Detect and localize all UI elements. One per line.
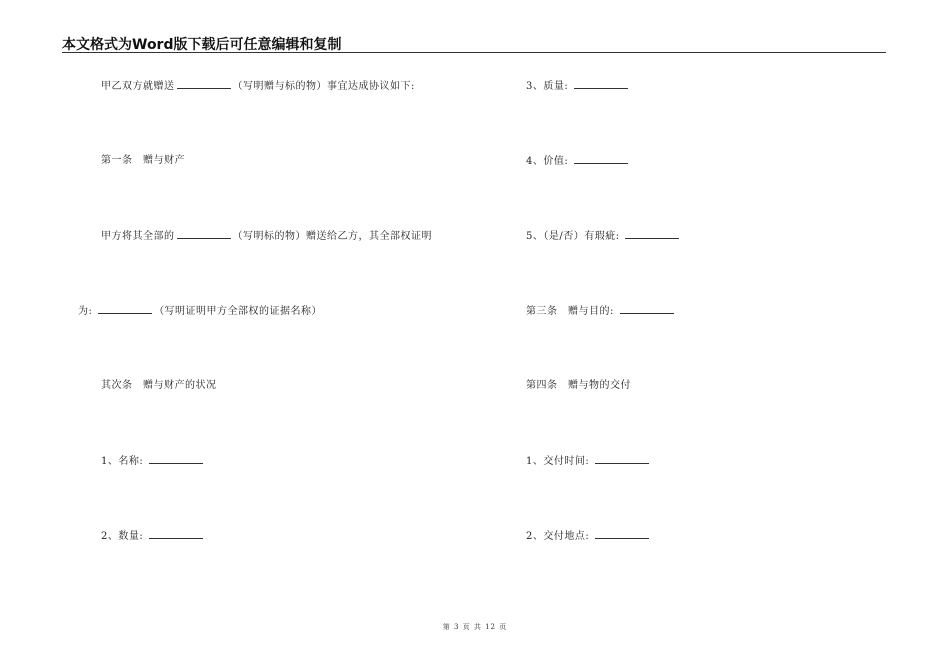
- left-line-4: [78, 304, 322, 319]
- left-line-1-text-b: （写明赠与标的物）事宜达成协议如下:: [232, 81, 415, 92]
- right-line-4-text: 第三条 赠与目的:: [526, 306, 614, 317]
- left-line-3: [101, 229, 432, 244]
- right-line-6-text: 1、交付时间:: [526, 456, 590, 467]
- right-line-2: [526, 154, 630, 169]
- fill-blank: [620, 304, 674, 314]
- left-line-6: [101, 454, 205, 469]
- left-line-4-text-a: 为:: [78, 306, 93, 317]
- fill-blank: [149, 454, 203, 464]
- fill-blank: [177, 79, 231, 89]
- right-line-1: [526, 79, 630, 94]
- left-line-7-text: 2、数量:: [101, 531, 144, 542]
- fill-blank: [595, 454, 649, 464]
- right-line-2-text: 4、价值:: [526, 156, 569, 167]
- right-line-5: 第四条 赠与物的交付: [526, 380, 631, 391]
- left-line-1: [101, 79, 415, 94]
- fill-blank: [574, 154, 628, 164]
- left-line-7: [101, 529, 205, 544]
- fill-blank: [98, 304, 152, 314]
- right-line-3: [526, 229, 681, 244]
- right-line-6: [526, 454, 651, 469]
- right-line-3-text: 5、（是/否）有瑕疵:: [526, 231, 620, 242]
- document-header-title: 本文格式为Word版下载后可任意编辑和复制: [62, 37, 342, 53]
- left-line-2: 第一条 赠与财产: [101, 155, 185, 166]
- left-line-3-text-a: 甲方将其全部的: [101, 231, 175, 242]
- right-line-7: [526, 529, 651, 544]
- page-number-footer: 第 3 页 共 12 页: [442, 623, 508, 631]
- left-line-1-text-a: 甲乙双方就赠送: [101, 81, 175, 92]
- fill-blank: [625, 229, 679, 239]
- fill-blank: [595, 529, 649, 539]
- left-line-5: 其次条 赠与财产的状况: [101, 380, 217, 391]
- left-line-3-text-b: （写明标的物）赠送给乙方，其全部权证明: [232, 231, 432, 242]
- header-divider: [62, 52, 886, 53]
- right-line-4: [526, 304, 676, 319]
- fill-blank: [177, 229, 231, 239]
- left-line-4-text-b: （写明证明甲方全部权的证据名称）: [154, 306, 323, 317]
- right-line-1-text: 3、质量:: [526, 81, 569, 92]
- left-line-6-text: 1、名称:: [101, 456, 144, 467]
- fill-blank: [574, 79, 628, 89]
- right-line-7-text: 2、交付地点:: [526, 531, 590, 542]
- fill-blank: [149, 529, 203, 539]
